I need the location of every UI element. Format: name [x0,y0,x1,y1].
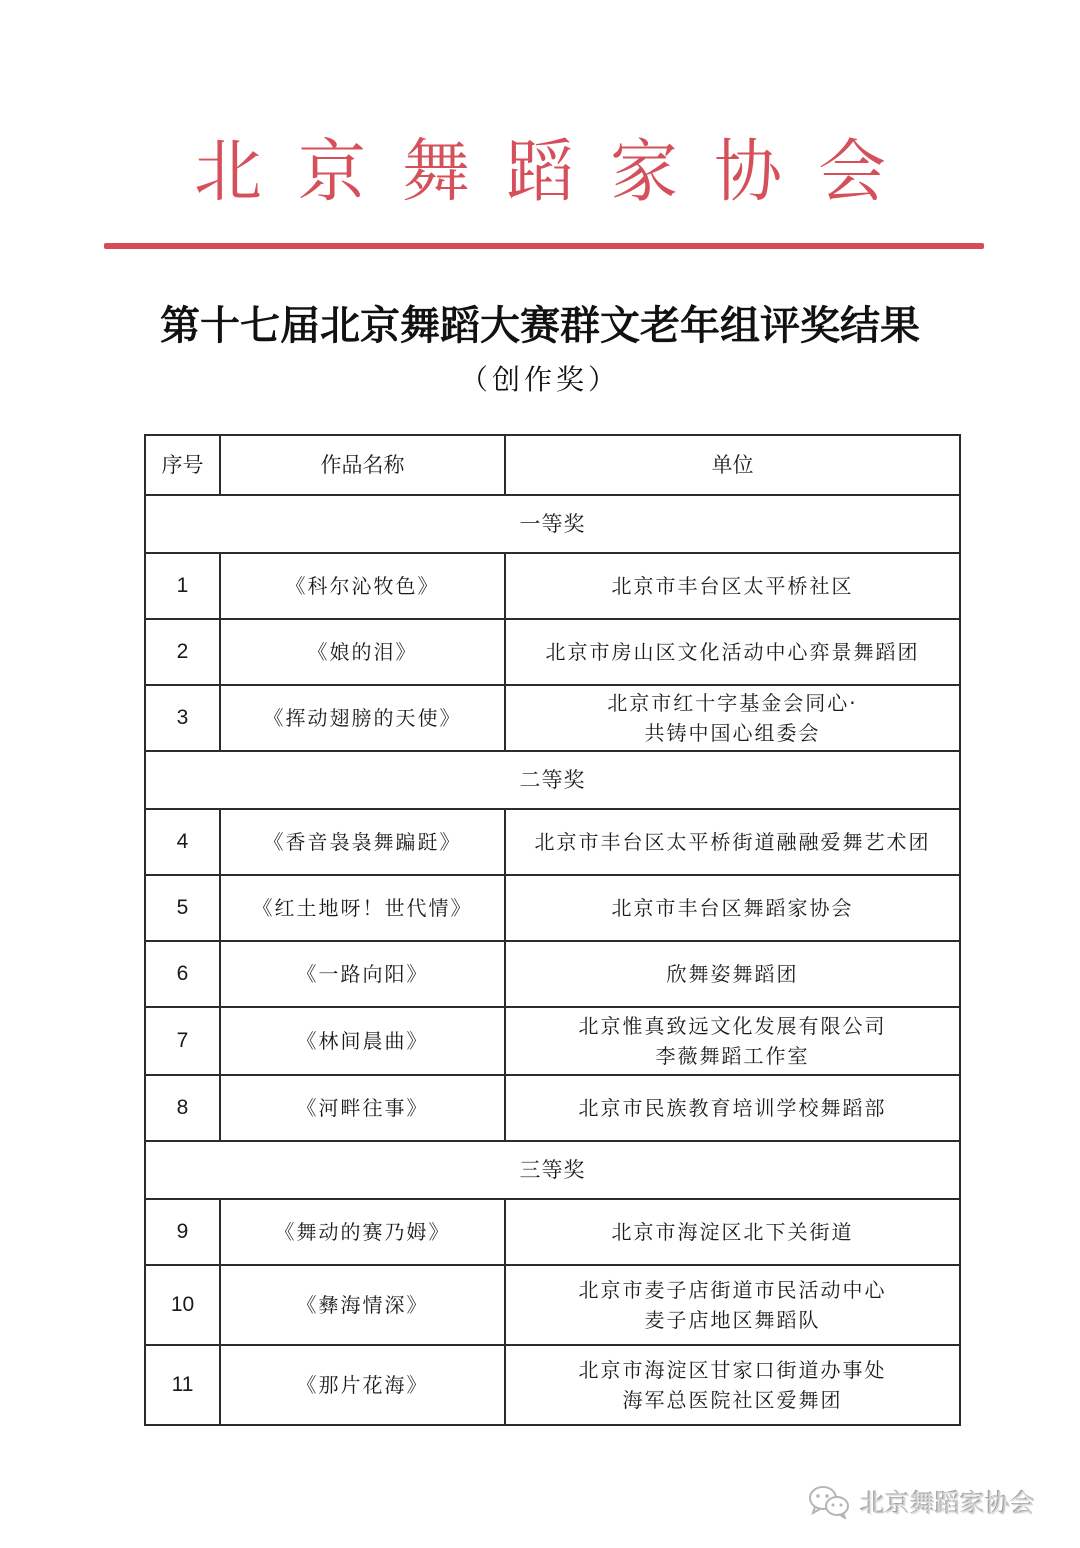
table-row [145,809,960,875]
unit-name [505,1345,960,1425]
work-name: 《红土地呀！世代情》 [220,875,505,941]
category-label: 三等奖 [145,1141,960,1199]
header-number: 序号 [145,435,220,495]
header-work-name: 作品名称 [220,435,505,495]
row-number: 3 [145,685,220,751]
row-number: 11 [145,1345,220,1425]
unit-line: 北京惟真致远文化发展有限公司 [578,1014,887,1038]
work-name: 《科尔沁牧色》 [220,553,505,619]
header-unit: 单位 [505,435,960,495]
unit-line: 李薇舞蹈工作室 [655,1044,810,1068]
watermark-text: 北京舞蹈家协会 [860,1489,1036,1518]
row-number: 7 [145,1007,220,1075]
unit-name [505,941,960,1007]
unit-name [505,1007,960,1075]
document-title: 第十七届北京舞蹈大赛群文老年组评奖结果 [160,302,920,349]
wechat-icon [808,1485,852,1519]
unit-name [505,1265,960,1345]
row-number: 9 [145,1199,220,1265]
table-row [145,875,960,941]
unit-line: 北京市海淀区北下关街道 [611,1220,854,1244]
work-name: 《林间晨曲》 [220,1007,505,1075]
row-number: 8 [145,1075,220,1141]
row-number: 10 [145,1265,220,1345]
awards-table [144,434,961,1426]
work-name: 《舞动的赛乃姆》 [220,1199,505,1265]
unit-name [505,809,960,875]
unit-name [505,1199,960,1265]
table-row [145,941,960,1007]
unit-line: 北京市房山区文化活动中心弈景舞蹈团 [545,640,920,664]
unit-name [505,875,960,941]
row-number: 6 [145,941,220,1007]
work-name: 《挥动翅膀的天使》 [220,685,505,751]
unit-line: 北京市红十字基金会同心· [607,691,858,715]
table-row [145,1265,960,1345]
work-name: 《娘的泪》 [220,619,505,685]
letterhead-divider [104,243,984,249]
unit-name [505,685,960,751]
unit-line: 北京市丰台区太平桥社区 [611,574,854,598]
work-name: 《一路向阳》 [220,941,505,1007]
wechat-watermark [808,1484,1035,1520]
unit-line: 北京市麦子店街道市民活动中心 [578,1278,887,1302]
unit-line: 欣舞姿舞蹈团 [666,962,799,986]
table-row [145,619,960,685]
category-row-second-prize [145,751,960,809]
table-row [145,1345,960,1425]
unit-name [505,619,960,685]
work-name: 《彝海情深》 [220,1265,505,1345]
category-label: 二等奖 [145,751,960,809]
table-row [145,1199,960,1265]
unit-line: 北京市丰台区太平桥街道融融爱舞艺术团 [534,830,931,854]
table-row [145,1075,960,1141]
unit-line: 共铸中国心组委会 [644,721,821,745]
table-row [145,553,960,619]
letterhead-org-name: 北京舞蹈家协会 [193,133,922,212]
category-row-first-prize [145,495,960,553]
row-number: 5 [145,875,220,941]
work-name: 《香音袅袅舞蹁跹》 [220,809,505,875]
unit-name [505,1075,960,1141]
table-header-row [145,435,960,495]
unit-line: 麦子店地区舞蹈队 [644,1308,821,1332]
row-number: 2 [145,619,220,685]
unit-name [505,553,960,619]
unit-line: 北京市丰台区舞蹈家协会 [611,896,854,920]
category-label: 一等奖 [145,495,960,553]
unit-line: 海军总医院社区爱舞团 [622,1388,843,1412]
unit-line: 北京市海淀区甘家口街道办事处 [578,1358,887,1382]
table-row [145,685,960,751]
unit-line: 北京市民族教育培训学校舞蹈部 [578,1096,887,1120]
work-name: 《河畔往事》 [220,1075,505,1141]
category-row-third-prize [145,1141,960,1199]
document-subtitle: （创作奖） [459,363,620,396]
row-number: 4 [145,809,220,875]
table-row [145,1007,960,1075]
work-name: 《那片花海》 [220,1345,505,1425]
row-number: 1 [145,553,220,619]
